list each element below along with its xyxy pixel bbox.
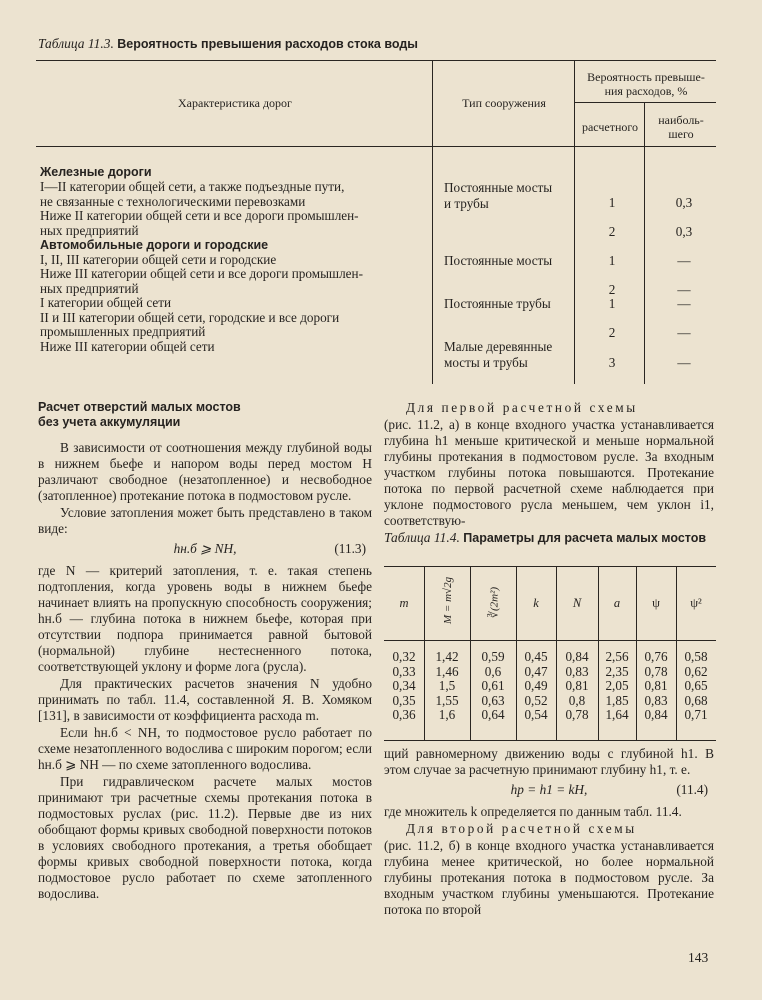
right-column-bottom — [384, 746, 714, 919]
table2-col-M: 1,42 1,46 1,5 1,55 1,6 — [435, 649, 459, 723]
table2-header-rule — [384, 640, 716, 641]
right-column-top — [384, 400, 714, 530]
right-paragraph-1: (рис. 11.2, а) в конце входного участка устанавливается глубина h1 меньше критической и меньше нормальной глубины протекания в подмостовом русле. За входным участком глубины потока повышаются. Протекание потока по первой расчетной схеме наблюдается при уклоне подмостового русла меньшем, чем уклон i1, соответствую- — [384, 417, 714, 528]
table2-header-a: a — [613, 596, 621, 610]
table1-vline-2 — [574, 60, 575, 384]
table2-col-a: 2,56 2,35 2,05 1,85 1,64 — [605, 649, 629, 723]
table1-calc-4: 1 — [608, 296, 616, 311]
table2-header-psi: ψ — [652, 596, 660, 610]
formula-11-3: hн.б ⩾ NH, (11.3) — [173, 541, 366, 556]
table1-calc-2: 1 — [608, 253, 616, 268]
table1-calc-3: 2 — [608, 282, 616, 297]
left-paragraph-1: В зависимости от соотношения между глубиной воды в нижнем бьефе и напором воды перед мостом H различают свободное (незатопленное) и несвободное (затопленное) протекание потока в подмостовом русле. — [38, 440, 372, 503]
table1-top-rule — [36, 60, 716, 61]
section-heading: Расчет отверстий малых мостов без учета аккумуляции — [38, 400, 241, 429]
table2-col-psi2: 0,58 0,62 0,65 0,68 0,71 — [684, 649, 708, 723]
left-paragraph-3: где N — критерий затопления, т. е. такая степень подтопления, когда уровень воды в нижнем бьефе начинает влиять на пропускную способность сооружения; hн.б — глубина потока в нижнем бьефе, которая при отсутствии подпора принимается равной бытовой (нормальной) глубине нестесненного потока, соответствующей уклону и форме лога (русла). — [38, 563, 372, 674]
table1-row-5: Автомобильные дороги и городские — [40, 238, 269, 252]
table1-max-6: — — [677, 355, 691, 370]
table2-col-m: 0,32 0,33 0,34 0,35 0,36 — [392, 649, 416, 723]
right-paragraph-3: где множитель k определяется по данным табл. 11.4. — [384, 804, 682, 819]
table2-header-m: m — [399, 596, 409, 610]
table1-max-5: — — [677, 325, 691, 340]
page-number: 143 — [688, 950, 709, 965]
left-paragraph-4: Для практических расчетов значения N удобно принимать по табл. 11.4, составленной Я. В. Хомяком [131], в зависимости от коэффициента расхода m. — [38, 676, 372, 723]
table1-vline-1 — [432, 60, 433, 384]
left-paragraph-5: Если hн.б < NH, то подмостовое русло работает по схеме незатопленного водослива с широким порогом; если hн.б ⩾ NH — по схеме затопленного водослива. — [38, 725, 372, 772]
table1-max-1: 0,3 — [675, 224, 693, 239]
table2-header-psi2: ψ² — [690, 596, 702, 610]
left-paragraph-2: Условие затопления может быть представлено в таком виде: — [38, 505, 372, 536]
table1-type-2: Постоянные трубы — [444, 296, 551, 311]
scheme-1-spaced: Для первой расчетной схемы — [406, 400, 638, 415]
table2-bottom-rule — [384, 740, 716, 741]
table2-top-rule — [384, 566, 716, 567]
table2-col-psi: 0,76 0,78 0,81 0,83 0,84 — [644, 649, 668, 723]
table1-subhead-rule — [574, 102, 716, 103]
table2-header-k: k — [533, 596, 539, 610]
right-paragraph-2: щий равномерному движению воды с глубиной h1. В этом случае за расчетную принимают глубину h1, т. е. — [384, 746, 714, 777]
table1-header-type: Тип сооружения — [462, 96, 546, 110]
table1-max-4: — — [677, 296, 691, 311]
table1-row-3: Ниже II категории общей сети и все дороги промышлен- — [40, 208, 359, 223]
table1-row-6: I, II, III категории общей сети и городские — [40, 252, 277, 267]
table1-max-3: — — [677, 282, 691, 297]
table1-calc-0: 1 — [608, 195, 616, 210]
table1-row-9: I категории общей сети — [40, 295, 172, 310]
table2-col-N: 0,84 0,83 0,81 0,8 0,78 — [565, 649, 589, 723]
table1-calc-1: 2 — [608, 224, 616, 239]
table1-type-0: Постоянные мосты и трубы — [444, 180, 553, 211]
table1-header-characteristic: Характеристика дорог — [178, 96, 292, 110]
table2-header-N: N — [572, 596, 582, 610]
table2-col-k: 0,45 0,47 0,49 0,52 0,54 — [524, 649, 548, 723]
table1-row-4: ных предприятий — [40, 223, 139, 238]
table1-row-11: промышленных предприятий — [40, 324, 206, 339]
table-11-4-caption: Таблица 11.4. Параметры для расчета малых мостов — [384, 530, 707, 545]
table1-calc-6: 3 — [608, 355, 616, 370]
table1-type-1: Постоянные мосты — [444, 253, 553, 268]
scheme-2-spaced: Для второй расчетной схемы — [406, 821, 637, 836]
table1-type-3: Малые деревянные мосты и трубы — [444, 339, 553, 370]
table1-header-rule — [36, 146, 716, 147]
table1-row-12: Ниже III категории общей сети — [40, 339, 215, 354]
table1-max-2: — — [677, 253, 691, 268]
table1-max-0: 0,3 — [675, 195, 693, 210]
table2-header-M: M = m√2g — [442, 576, 454, 624]
table1-vline-3 — [644, 102, 645, 384]
table1-row-7: Ниже III категории общей сети и все дороги промышлен- — [40, 266, 363, 281]
table2-col-cbrt: 0,59 0,6 0,61 0,63 0,64 — [481, 649, 505, 723]
left-column — [38, 400, 372, 903]
table1-header-probability: Вероятность превыше- ния расходов, % — [587, 70, 705, 98]
left-paragraph-6: При гидравлическом расчете малых мостов принимают три расчетные схемы протекания потока в подмостовых руслах (рис. 11.2). Первые две из них обобщают формы кривых свободной поверхности потоков в условиях свободного протекания, а третья обобщает формы кривых свободной поверхности потока, когда подмостовое русло работает по схеме затопленного водослива. — [38, 774, 372, 901]
table2-header-cbrt: ∛(2m²) — [488, 586, 501, 619]
formula-11-4: hр = h1 = kH, (11.4) — [510, 782, 708, 797]
table1-header-calc: расчетного — [581, 120, 639, 134]
right-paragraph-4: (рис. 11.2, б) в конце входного участка устанавливается глубина менее критической, но более нормальной глубины протекания потока в подмостовом русле. За входным участком глубины уменьшаются. Протекание потока по второй — [384, 838, 714, 917]
table1-row-1: I—II категории общей сети, а также подъездные пути, — [40, 179, 345, 194]
table1-row-10: II и III категории общей сети, городские и все дороги — [40, 310, 340, 325]
table1-calc-5: 2 — [608, 325, 616, 340]
table1-row-0: Железные дороги — [40, 165, 152, 179]
table1-header-max: наиболь- шего — [658, 113, 704, 141]
table1-row-2: не связанные с технологическими перевозками — [40, 194, 306, 209]
table-11-3-caption: Таблица 11.3. Вероятность превышения расходов стока воды — [38, 36, 418, 51]
table1-row-8: ных предприятий — [40, 281, 139, 296]
